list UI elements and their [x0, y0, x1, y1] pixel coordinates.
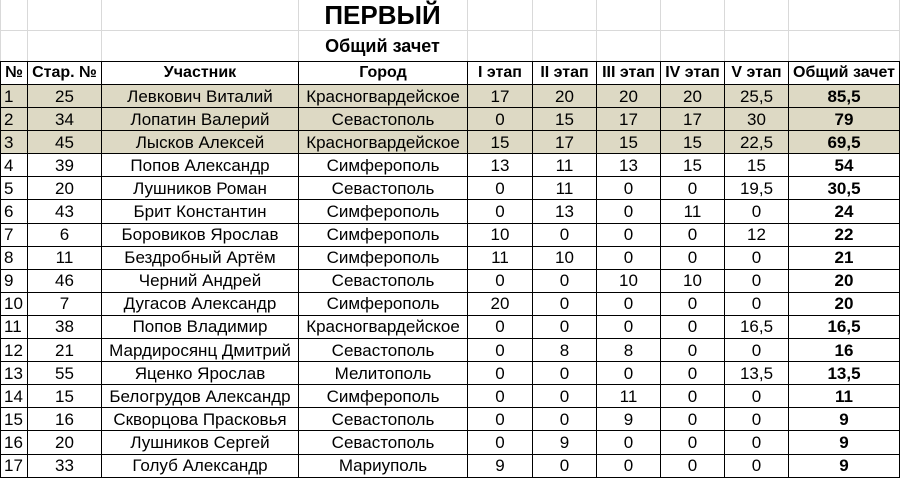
- cell-stage-2: 0: [533, 408, 597, 431]
- cell-stage-5: 0: [725, 200, 789, 223]
- cell-city: Севастополь: [299, 108, 468, 131]
- cell-city: Красногвардейское: [299, 131, 468, 154]
- cell-stage-5: 0: [725, 247, 789, 270]
- header-total: Общий зачет: [789, 62, 900, 85]
- table-row: [1, 431, 900, 454]
- cell-stage-5: 13,5: [725, 362, 789, 385]
- cell-stage-1: 20: [468, 293, 533, 316]
- cell-participant: Попов Владимир: [102, 316, 299, 339]
- table-row: [1, 108, 900, 131]
- cell-place: 4: [1, 154, 28, 177]
- table-row: [1, 455, 900, 478]
- cell-stage-2: 11: [533, 154, 597, 177]
- cell-stage-3: 17: [597, 108, 661, 131]
- cell-stage-2: 10: [533, 247, 597, 270]
- table-row: [1, 316, 900, 339]
- cell-stage-1: 0: [468, 270, 533, 293]
- cell-stage-5: 15: [725, 154, 789, 177]
- cell-place: 15: [1, 408, 28, 431]
- cell-stage-4: 20: [661, 85, 725, 108]
- cell-stage-3: 0: [597, 362, 661, 385]
- cell-stage-5: 0: [725, 270, 789, 293]
- cell-place: 6: [1, 200, 28, 223]
- cell-total: 85,5: [789, 85, 900, 108]
- cell-stage-2: 15: [533, 108, 597, 131]
- cell-total: 20: [789, 293, 900, 316]
- cell-stage-3: 15: [597, 131, 661, 154]
- cell-stage-1: 0: [468, 385, 533, 408]
- header-stage-1: I этап: [468, 62, 533, 85]
- cell-stage-3: 0: [597, 200, 661, 223]
- cell-start-number: 16: [28, 408, 102, 431]
- cell-total: 9: [789, 408, 900, 431]
- cell-city: Севастополь: [299, 270, 468, 293]
- cell-total: 13,5: [789, 362, 900, 385]
- cell-total: 20: [789, 270, 900, 293]
- cell-stage-2: 0: [533, 455, 597, 478]
- cell-place: 9: [1, 270, 28, 293]
- cell-city: Симферополь: [299, 200, 468, 223]
- cell-stage-4: 15: [661, 131, 725, 154]
- cell-stage-2: 9: [533, 431, 597, 454]
- cell-stage-3: 0: [597, 431, 661, 454]
- cell-total: 16,5: [789, 316, 900, 339]
- cell-stage-3: 0: [597, 247, 661, 270]
- results-table: [0, 61, 900, 478]
- cell-stage-2: 0: [533, 293, 597, 316]
- cell-stage-1: 9: [468, 455, 533, 478]
- cell-participant: Черний Андрей: [102, 270, 299, 293]
- cell-participant: Лушников Сергей: [102, 431, 299, 454]
- cell-city: Симферополь: [299, 247, 468, 270]
- cell-stage-3: 0: [597, 177, 661, 200]
- cell-participant: Мардиросянц Дмитрий: [102, 339, 299, 362]
- cell-stage-5: 0: [725, 293, 789, 316]
- cell-start-number: 55: [28, 362, 102, 385]
- cell-stage-4: 0: [661, 247, 725, 270]
- cell-stage-3: 0: [597, 455, 661, 478]
- page-subtitle: Общий зачет: [325, 35, 440, 56]
- cell-participant: Бездробный Артём: [102, 247, 299, 270]
- cell-start-number: 34: [28, 108, 102, 131]
- cell-stage-3: 0: [597, 224, 661, 247]
- title-area: [0, 0, 900, 61]
- table-row: [1, 247, 900, 270]
- cell-stage-5: 0: [725, 408, 789, 431]
- cell-stage-5: 12: [725, 224, 789, 247]
- cell-start-number: 20: [28, 177, 102, 200]
- cell-place: 12: [1, 339, 28, 362]
- cell-stage-4: 15: [661, 154, 725, 177]
- cell-stage-1: 0: [468, 108, 533, 131]
- cell-participant: Белогрудов Александр: [102, 385, 299, 408]
- cell-total: 9: [789, 455, 900, 478]
- cell-stage-1: 0: [468, 200, 533, 223]
- cell-start-number: 11: [28, 247, 102, 270]
- header-stage-4: IV этап: [661, 62, 725, 85]
- cell-stage-1: 10: [468, 224, 533, 247]
- cell-stage-2: 0: [533, 224, 597, 247]
- cell-stage-3: 0: [597, 293, 661, 316]
- cell-stage-4: 0: [661, 431, 725, 454]
- cell-total: 22: [789, 224, 900, 247]
- cell-stage-1: 0: [468, 431, 533, 454]
- cell-total: 9: [789, 431, 900, 454]
- cell-start-number: 15: [28, 385, 102, 408]
- cell-total: 24: [789, 200, 900, 223]
- cell-stage-4: 0: [661, 385, 725, 408]
- table-row: [1, 177, 900, 200]
- cell-stage-4: 0: [661, 293, 725, 316]
- cell-total: 30,5: [789, 177, 900, 200]
- cell-stage-2: 11: [533, 177, 597, 200]
- cell-stage-1: 15: [468, 131, 533, 154]
- cell-participant: Боровиков Ярослав: [102, 224, 299, 247]
- cell-stage-2: 0: [533, 316, 597, 339]
- table-row: [1, 200, 900, 223]
- cell-start-number: 45: [28, 131, 102, 154]
- cell-stage-1: 0: [468, 177, 533, 200]
- cell-stage-4: 0: [661, 177, 725, 200]
- header-stage-3: III этап: [597, 62, 661, 85]
- cell-start-number: 38: [28, 316, 102, 339]
- cell-city: Севастополь: [299, 177, 468, 200]
- cell-total: 21: [789, 247, 900, 270]
- cell-start-number: 7: [28, 293, 102, 316]
- cell-stage-1: 0: [468, 316, 533, 339]
- cell-place: 8: [1, 247, 28, 270]
- cell-stage-2: 8: [533, 339, 597, 362]
- header-start-number: Стар. №: [28, 62, 102, 85]
- cell-stage-4: 0: [661, 316, 725, 339]
- cell-stage-5: 25,5: [725, 85, 789, 108]
- cell-total: 79: [789, 108, 900, 131]
- cell-place: 5: [1, 177, 28, 200]
- cell-start-number: 43: [28, 200, 102, 223]
- page-title: ПЕРВЫЙ: [324, 0, 441, 30]
- cell-participant: Левкович Виталий: [102, 85, 299, 108]
- cell-participant: Лушников Роман: [102, 177, 299, 200]
- cell-total: 69,5: [789, 131, 900, 154]
- table-header-row: [1, 62, 900, 85]
- cell-city: Симферополь: [299, 293, 468, 316]
- table-row: [1, 293, 900, 316]
- cell-stage-5: 30: [725, 108, 789, 131]
- cell-city: Мариуполь: [299, 455, 468, 478]
- cell-stage-3: 8: [597, 339, 661, 362]
- cell-participant: Скворцова Прасковья: [102, 408, 299, 431]
- cell-place: 16: [1, 431, 28, 454]
- table-row: [1, 339, 900, 362]
- cell-stage-4: 10: [661, 270, 725, 293]
- cell-stage-2: 17: [533, 131, 597, 154]
- cell-city: Симферополь: [299, 385, 468, 408]
- cell-stage-5: 16,5: [725, 316, 789, 339]
- cell-city: Симферополь: [299, 224, 468, 247]
- cell-stage-3: 13: [597, 154, 661, 177]
- cell-stage-3: 20: [597, 85, 661, 108]
- table-row: [1, 270, 900, 293]
- cell-stage-2: 20: [533, 85, 597, 108]
- cell-stage-1: 13: [468, 154, 533, 177]
- cell-place: 2: [1, 108, 28, 131]
- cell-place: 17: [1, 455, 28, 478]
- header-place: №: [1, 62, 28, 85]
- cell-participant: Попов Александр: [102, 154, 299, 177]
- cell-place: 10: [1, 293, 28, 316]
- cell-start-number: 20: [28, 431, 102, 454]
- cell-place: 7: [1, 224, 28, 247]
- cell-stage-5: 0: [725, 339, 789, 362]
- cell-start-number: 46: [28, 270, 102, 293]
- cell-total: 11: [789, 385, 900, 408]
- cell-participant: Яценко Ярослав: [102, 362, 299, 385]
- table-row: [1, 85, 900, 108]
- table-row: [1, 385, 900, 408]
- cell-stage-2: 0: [533, 270, 597, 293]
- cell-place: 14: [1, 385, 28, 408]
- cell-stage-1: 0: [468, 408, 533, 431]
- cell-stage-5: 0: [725, 431, 789, 454]
- cell-participant: Лопатин Валерий: [102, 108, 299, 131]
- table-row: [1, 224, 900, 247]
- cell-stage-4: 0: [661, 408, 725, 431]
- cell-city: Мелитополь: [299, 362, 468, 385]
- header-city: Город: [299, 62, 468, 85]
- cell-stage-5: 19,5: [725, 177, 789, 200]
- cell-city: Севастополь: [299, 339, 468, 362]
- cell-start-number: 39: [28, 154, 102, 177]
- cell-stage-1: 0: [468, 339, 533, 362]
- cell-stage-5: 0: [725, 455, 789, 478]
- cell-stage-4: 11: [661, 200, 725, 223]
- table-row: [1, 154, 900, 177]
- cell-start-number: 25: [28, 85, 102, 108]
- cell-city: Севастополь: [299, 431, 468, 454]
- cell-participant: Голуб Александр: [102, 455, 299, 478]
- cell-city: Симферополь: [299, 154, 468, 177]
- table-body: [1, 85, 900, 478]
- cell-place: 13: [1, 362, 28, 385]
- cell-start-number: 21: [28, 339, 102, 362]
- cell-stage-2: 0: [533, 385, 597, 408]
- cell-place: 1: [1, 85, 28, 108]
- cell-participant: Брит Константин: [102, 200, 299, 223]
- cell-stage-3: 0: [597, 316, 661, 339]
- cell-stage-3: 10: [597, 270, 661, 293]
- header-stage-5: V этап: [725, 62, 789, 85]
- cell-stage-3: 9: [597, 408, 661, 431]
- cell-stage-1: 0: [468, 362, 533, 385]
- cell-total: 16: [789, 339, 900, 362]
- cell-stage-1: 17: [468, 85, 533, 108]
- cell-place: 11: [1, 316, 28, 339]
- cell-place: 3: [1, 131, 28, 154]
- cell-stage-2: 13: [533, 200, 597, 223]
- cell-total: 54: [789, 154, 900, 177]
- cell-stage-4: 0: [661, 362, 725, 385]
- cell-city: Севастополь: [299, 408, 468, 431]
- table-row: [1, 362, 900, 385]
- cell-stage-4: 0: [661, 455, 725, 478]
- cell-participant: Лысков Алексей: [102, 131, 299, 154]
- cell-start-number: 6: [28, 224, 102, 247]
- table-row: [1, 408, 900, 431]
- cell-stage-4: 0: [661, 224, 725, 247]
- table-row: [1, 131, 900, 154]
- cell-stage-4: 0: [661, 339, 725, 362]
- cell-stage-1: 11: [468, 247, 533, 270]
- cell-start-number: 33: [28, 455, 102, 478]
- header-stage-2: II этап: [533, 62, 597, 85]
- cell-participant: Дугасов Александр: [102, 293, 299, 316]
- cell-stage-2: 0: [533, 362, 597, 385]
- cell-city: Красногвардейское: [299, 85, 468, 108]
- header-participant: Участник: [102, 62, 299, 85]
- cell-stage-3: 11: [597, 385, 661, 408]
- cell-city: Красногвардейское: [299, 316, 468, 339]
- cell-stage-4: 17: [661, 108, 725, 131]
- cell-stage-5: 0: [725, 385, 789, 408]
- cell-stage-5: 22,5: [725, 131, 789, 154]
